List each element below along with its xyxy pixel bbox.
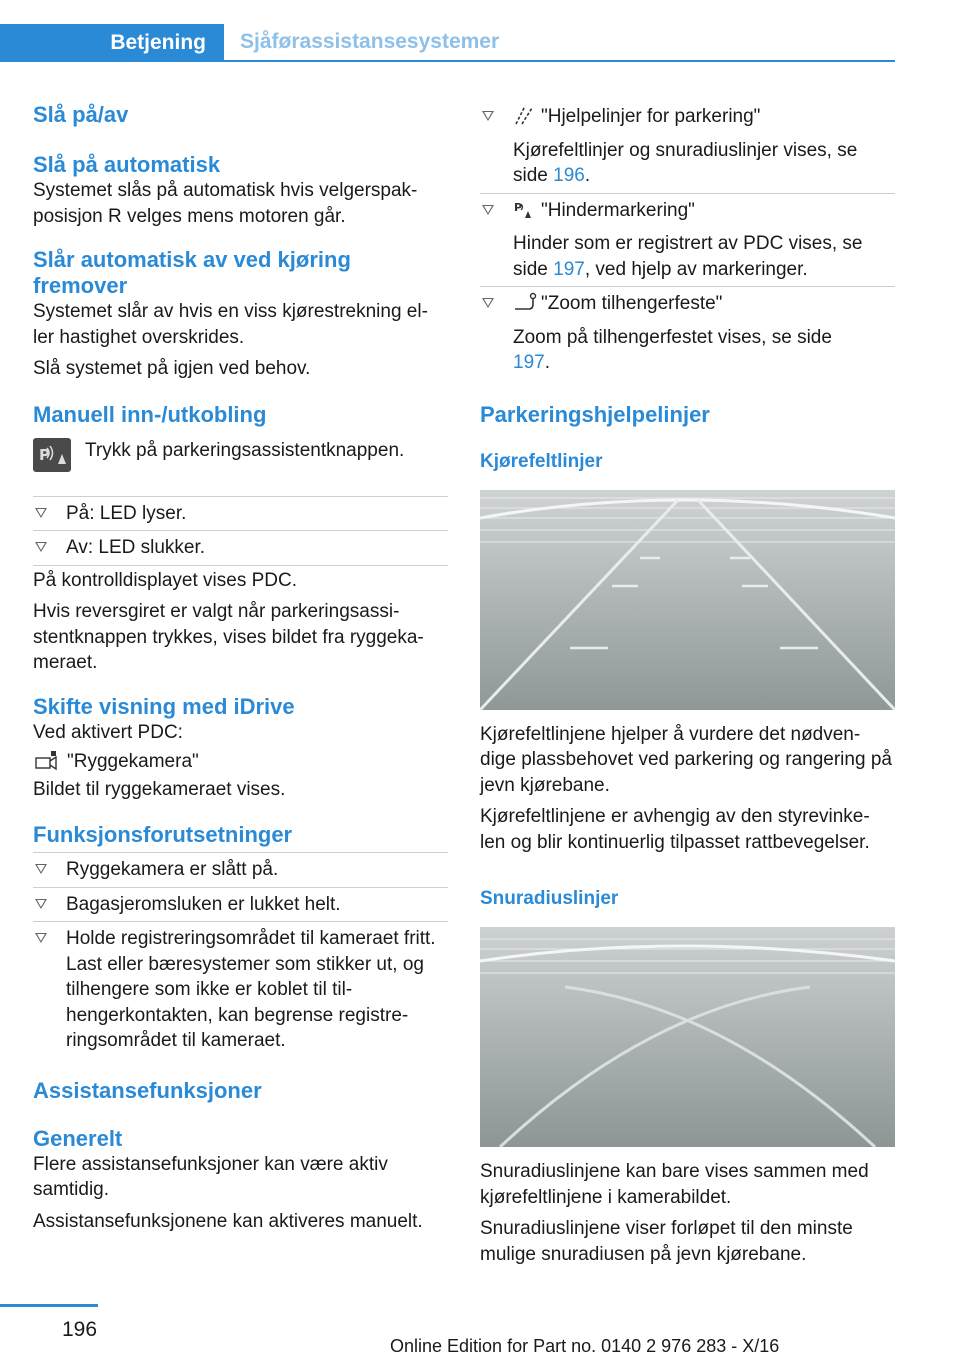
- svg-text:P: P: [39, 445, 50, 464]
- bullet-triangle-icon: [35, 899, 47, 909]
- parking-lines-icon: [513, 104, 541, 134]
- tab-driver-assistance[interactable]: Sjåførassistansesystemer: [240, 30, 500, 53]
- edition-text: Online Edition for Part no. 0140 2 976 283 - X/16: [390, 1336, 780, 1356]
- list-item: "Hjelpelinjer for parkering" Kjørefeltlinjer og snuradiuslinjer vises, se side 196.: [480, 100, 895, 194]
- heading-on-off: Slå på/av: [33, 102, 129, 127]
- list-item: Bagasjeromsluken er lukket helt.: [33, 888, 448, 923]
- text-turn-1: Snuradiuslinjene kan bare vises sammen med kjørefeltlinjene i kamerabildet.: [480, 1161, 869, 1208]
- heading-general: Generelt: [33, 1125, 123, 1151]
- text-auto-off: Systemet slår av hvis en viss kjørestrekning el-ler hastighet overskrides.: [33, 301, 428, 348]
- list-item: "Zoom tilhengerfeste" Zoom på tilhengerfestet vises, se side 197.: [480, 287, 895, 380]
- bullet-triangle-icon: [482, 298, 494, 308]
- press-row: [33, 438, 448, 490]
- heading-prerequisites: Funksjonsforutsetninger: [33, 822, 293, 847]
- heading-turn-radius: Snuradiuslinjer: [480, 888, 619, 909]
- list-item: Holde registreringsområdet til kameraet fritt. Last eller bæresystemer som stikker ut, og tilhengere som ikke er koblet til til-hengerkontakten, kan begrense registre-ringsområdet til kameraet.: [33, 922, 448, 1058]
- bullet-triangle-icon: [35, 933, 47, 943]
- list-item: Av: LED slukker.: [33, 531, 448, 566]
- text-rear-camera: "Ryggekamera": [67, 751, 199, 772]
- text-lane-1: Kjørefeltlinjene hjelper å vurdere det nødven-dige plassbehovet ved parkering og rangering på jevn kjørebane.: [480, 723, 892, 796]
- rear-camera-icon: [33, 749, 65, 773]
- text-reverse: Hvis reversgiret er valgt når parkeringsassi-stentknappen trykkes, vises bildet fra ryggeka-meraet.: [33, 601, 424, 673]
- camera-row: [33, 749, 448, 775]
- text-general-1: Flere assistansefunksjoner kan være aktiv samtidig.: [33, 1153, 388, 1200]
- bullet-triangle-icon: [482, 205, 494, 215]
- obstacle-marking-icon: [513, 198, 541, 228]
- svg-text:P: P: [514, 200, 523, 214]
- bullet-triangle-icon: [35, 508, 47, 518]
- bullet-triangle-icon: [35, 864, 47, 874]
- list-item: Ryggekamera er slått på.: [33, 853, 448, 888]
- text-switch-on-again: Slå systemet på igjen ved behov.: [33, 358, 311, 379]
- assist-options-list: [480, 100, 895, 380]
- lane-lines-image: [480, 490, 895, 710]
- page-link-197[interactable]: 197: [553, 258, 585, 280]
- page-header: [0, 24, 895, 62]
- header-divider: [0, 60, 895, 62]
- page-link-197b[interactable]: 197: [513, 352, 545, 373]
- text-auto-on: Systemet slås på automatisk hvis velgerspak-posisjon R velges mens motoren går.: [33, 180, 418, 227]
- turn-radius-image: [480, 927, 895, 1147]
- bullet-triangle-icon: [482, 111, 494, 121]
- page-link-196[interactable]: 196: [553, 165, 585, 186]
- heading-auto-off: Slår automatisk av ved kjøring fremover: [33, 247, 351, 298]
- text-turn-2: Snuradiuslinjene viser forløpet til den minste mulige snuradiusen på jevn kjørebane.: [480, 1218, 853, 1265]
- heading-auto-on: Slå på automatisk: [33, 152, 221, 177]
- text-general-2: Assistansefunksjonene kan aktiveres manuelt.: [33, 1210, 423, 1232]
- footer-divider: [0, 1304, 98, 1307]
- tab-betjening[interactable]: Betjening: [0, 24, 224, 62]
- list-item: På: LED lyser.: [33, 497, 448, 532]
- text-press-button: Trykk på parkeringsassistentknappen.: [85, 439, 405, 461]
- text-lane-2: Kjørefeltlinjene er avhengig av den styrevinke-len og blir kontinuerlig tilpasset rattbevegelser.: [480, 806, 870, 853]
- page-number: 196: [62, 1318, 98, 1341]
- heading-switch-view: Skifte visning med iDrive: [33, 693, 295, 719]
- left-column: [33, 100, 448, 1234]
- right-column: [480, 100, 895, 1267]
- trailer-hitch-icon: [513, 291, 541, 321]
- text-camera-image: Bildet til ryggekameraet vises.: [33, 778, 286, 800]
- prereq-list: [33, 852, 448, 1058]
- heading-parking-lines: Parkeringshjelpelinjer: [480, 401, 710, 427]
- text-pdc-active: Ved aktivert PDC:: [33, 721, 183, 743]
- bullet-triangle-icon: [35, 542, 47, 552]
- parking-assist-button-icon: [33, 438, 71, 472]
- heading-lane-lines: Kjørefeltlinjer: [480, 450, 603, 472]
- list-item: P "Hindermarkering" Hinder som er registrert av PDC vises, se side 197, ved hjelp av markeringer.: [480, 194, 895, 288]
- text-display-pdc: På kontrolldisplayet vises PDC.: [33, 569, 297, 591]
- led-list: [33, 496, 448, 566]
- heading-assist-functions: Assistansefunksjoner: [33, 1077, 262, 1103]
- heading-manual: Manuell inn-/utkobling: [33, 401, 267, 427]
